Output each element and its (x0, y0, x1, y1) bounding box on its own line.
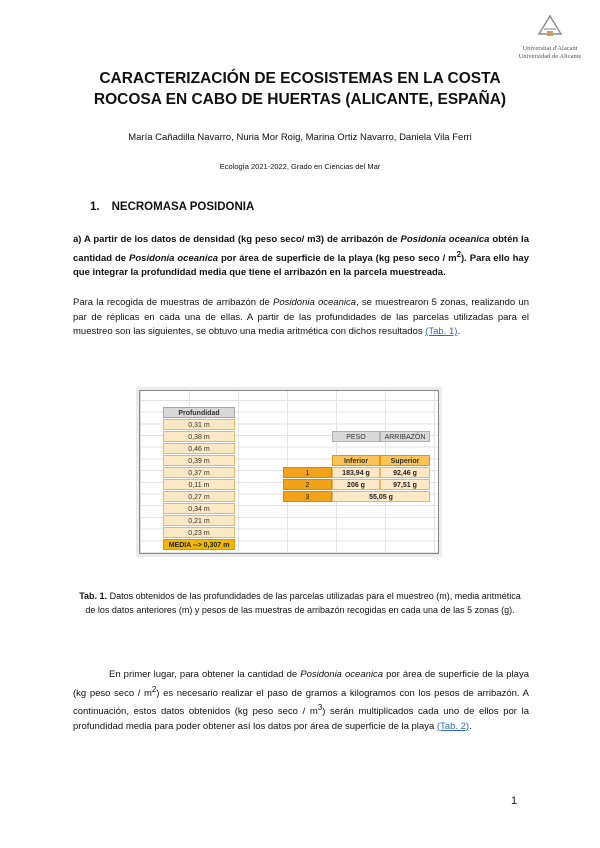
inferior-weight: 183,94 g (332, 467, 380, 478)
species-name: Posidonia oceanica (400, 234, 490, 245)
depth-value: 0,46 m (163, 443, 235, 454)
table-2-link[interactable]: (Tab. 2) (436, 720, 470, 732)
superscript: 2 (151, 684, 157, 694)
arribazon-label: ARRIBAZÓN (380, 431, 430, 442)
university-emblem-icon (535, 12, 565, 38)
species-name: Posidonia oceanica (129, 252, 219, 264)
section-title: NECROMASA POSIDONIA (111, 201, 255, 213)
species-name: Posidonia oceanica (300, 669, 384, 680)
superscript: 2 (456, 249, 462, 259)
superior-weight: 97,51 g (380, 479, 430, 490)
paragraph-2-part-5: . (469, 720, 472, 732)
question-text (73, 233, 529, 281)
question-part-3: por área de superficie de la playa (kg peso seco / m (218, 252, 457, 264)
authors: María Cañadilla Navarro, Nuria Mor Roig, Marina Ortiz Navarro, Daniela Vila Ferri (128, 132, 472, 143)
section-heading (90, 201, 254, 213)
paragraph-1-part-2: , se muestrearon 5 zonas, realizando un par de réplicas en cada una de ellas. A partir de las profundidades de las parcelas utilizadas para el muestreo son las siguientes, se obtuvo una media aritmética con dichos resultados (73, 297, 530, 337)
species-name: Posidonia oceanica (273, 297, 357, 308)
logo-line-2: Universidad de Alicante (518, 52, 582, 60)
paragraph-2-part-3: ) es necesario realizar el paso de gramos a kilogramos con los pesos de arribazón. A continuación, estos datos obtenidos (kg peso seco / m (73, 687, 529, 718)
paragraph-1 (73, 296, 529, 340)
title-line-2: ROCOSA EN CABO DE HUERTAS (ALICANTE, ESPAÑA) (93, 91, 507, 108)
logo-line-1: Universitat d'Alacant (522, 45, 578, 52)
question-part-1: a) A partir de los datos de densidad (kg peso seco/ m3) de arribazón de (73, 234, 401, 245)
depth-value: 0,27 m (163, 491, 235, 502)
paragraph-2-part-2: por área de superficie de la playa (kg peso seco / m (73, 669, 529, 699)
inferior-weight: 206 g (332, 479, 380, 490)
inferior-header: Inferior (332, 455, 380, 466)
zone-index: 1 (283, 467, 332, 478)
page-number: 1 (511, 795, 518, 807)
caption-label: Tab. 1. (79, 591, 108, 601)
paragraph-1-part-3: . (457, 326, 461, 337)
superior-header: Superior (380, 455, 430, 466)
superior-weight: 92,46 g (380, 467, 430, 478)
merged-weight: 55,05 g (332, 491, 430, 502)
depth-value: 0,34 m (163, 503, 235, 514)
depth-value: 0,38 m (163, 431, 235, 442)
superscript: 3 (317, 703, 323, 713)
depth-value: 0,23 m (163, 527, 235, 538)
university-logo (518, 12, 582, 60)
table-1-link[interactable]: (Tab. 1) (425, 326, 458, 337)
depth-value: 0,39 m (163, 455, 235, 466)
zone-index: 3 (283, 491, 332, 502)
depth-value: 0,11 m (163, 479, 235, 490)
question-part-2: obtén la cantidad de (73, 234, 529, 264)
paragraph-2-part-4: ) serán multiplicados cada uno de ellos por la profundidad media para poder obtener así los datos por área de superficie de la playa (73, 706, 529, 732)
course-info: Ecología 2021-2022, Grado en Ciencias del Mar (219, 162, 381, 171)
paper-title (60, 68, 540, 110)
depth-value: 0,21 m (163, 515, 235, 526)
data-table-figure (139, 390, 439, 554)
depth-value: 0,37 m (163, 467, 235, 478)
depth-mean: MEDIA --> 0,307 m (163, 539, 235, 550)
paragraph-1-part-1: Para la recogida de muestras de arribazón de (73, 297, 274, 308)
depth-header: Profundidad (163, 407, 235, 418)
section-number: 1. (90, 201, 100, 213)
table-caption (75, 590, 525, 617)
weight-label: PESO (332, 431, 380, 442)
question-part-4: ). Para ello hay que integrar la profundidad media que tiene el arribazón en la parcela muestreada. (73, 252, 529, 279)
paragraph-2 (73, 668, 529, 734)
depth-value: 0,31 m (163, 419, 235, 430)
caption-text: Datos obtenidos de las profundidades de las parcelas utilizadas para el muestreo (m), media aritmética de los datos anteriores (m) y pesos de las muestras de arribazón recogidas en cada una de las 5 zonas (g). (85, 591, 521, 615)
paragraph-2-part-1: En primer lugar, para obtener la cantidad de (109, 669, 301, 680)
zone-index: 2 (283, 479, 332, 490)
title-line-1: CARACTERIZACIÓN DE ECOSISTEMAS EN LA COSTA (99, 70, 501, 87)
